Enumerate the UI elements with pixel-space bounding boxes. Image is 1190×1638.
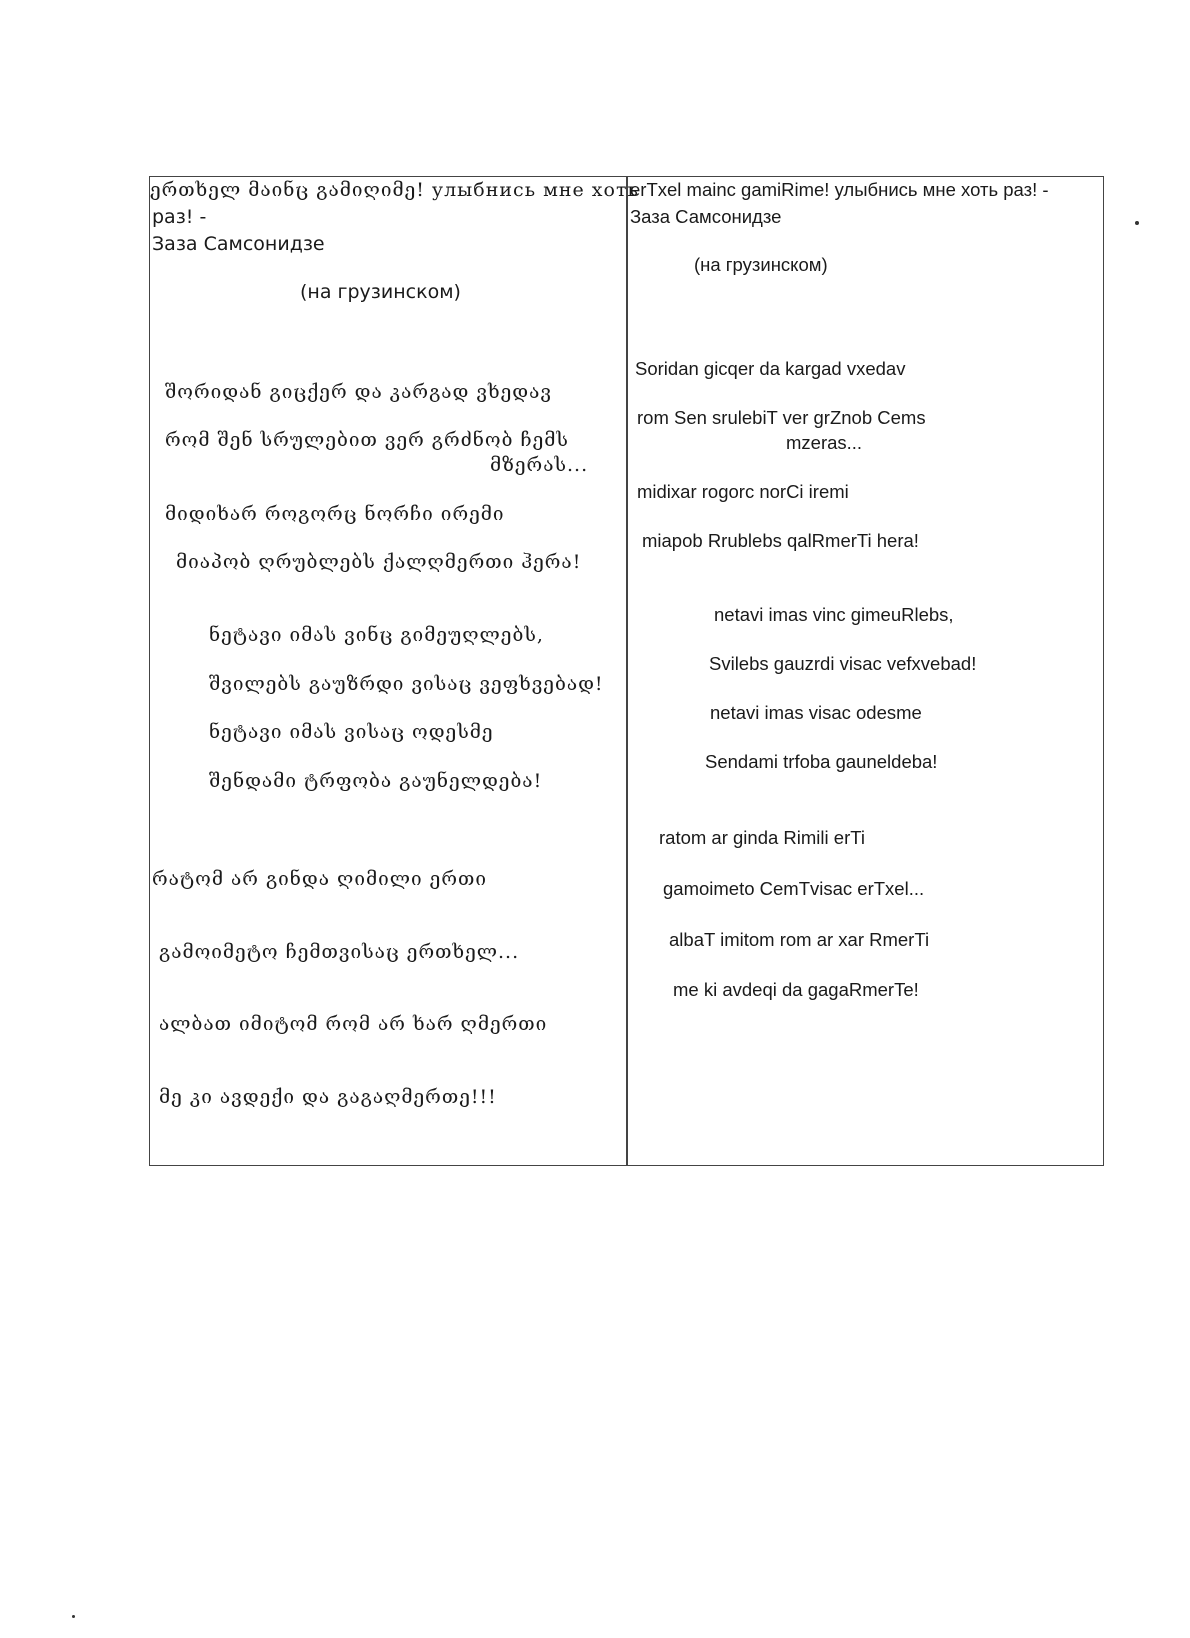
poem-table <box>149 176 1104 1166</box>
left-author: Заза Самсонидзе <box>152 233 325 255</box>
left-title-line2: раз! - <box>152 206 207 228</box>
left-line-12: ალბათ იმიტომ რომ არ ხარ ღმერთი <box>159 1013 548 1035</box>
right-title-line1: erTxel mainc gamiRime! улыбнись мне хоть раз! - <box>630 179 1049 200</box>
right-line-1: Soridan gicqer da kargad vxedav <box>635 358 906 379</box>
right-line-6: netavi imas vinc gimeuRlebs, <box>714 604 954 625</box>
left-line-1: შორიდან გიცქერ და კარგად ვხედავ <box>165 381 552 403</box>
left-line-6: ნეტავი იმას ვინც გიმეუღლებს, <box>209 624 544 646</box>
right-line-4: midixar rogorc norCi iremi <box>637 481 849 502</box>
scan-speck <box>1135 221 1139 225</box>
left-line-11: გამოიმეტო ჩემთვისაც ერთხელ... <box>159 941 520 963</box>
right-line-3: mzeras... <box>786 432 863 453</box>
left-title-line1: ერთხელ მაინც გამიღიმე! улыбнись мне хоть <box>150 179 639 201</box>
right-language: (на грузинском) <box>694 254 828 275</box>
right-line-11: gamoimeto CemTvisac erTxel... <box>663 878 925 899</box>
right-line-13: me ki avdeqi da gagaRmerTe! <box>673 979 919 1000</box>
right-author: Заза Самсонидзе <box>630 206 782 227</box>
right-line-2: rom Sen srulebiT ver grZnob Cems <box>637 407 926 428</box>
left-line-13: მე კი ავდექი და გაგაღმერთე!!! <box>159 1086 497 1108</box>
right-line-8: netavi imas visac odesme <box>710 702 922 723</box>
left-line-2: რომ შენ სრულებით ვერ გრძნობ ჩემს <box>165 429 569 451</box>
right-line-5: miapob Rrublebs qalRmerTi hera! <box>642 530 919 551</box>
scan-speck <box>72 1615 75 1618</box>
left-line-8: ნეტავი იმას ვისაც ოდესმე <box>209 721 494 743</box>
right-line-7: Svilebs gauzrdi visac vefxvebad! <box>709 653 977 674</box>
left-line-10: რატომ არ გინდა ღიმილი ერთი <box>152 868 487 890</box>
left-language: (на грузинском) <box>300 281 461 303</box>
left-line-5: მიაპობ ღრუბლებს ქალღმერთი ჰერა! <box>176 551 582 573</box>
right-line-9: Sendami trfoba gauneldeba! <box>705 751 938 772</box>
left-line-3: მზერას... <box>490 454 589 476</box>
column-divider <box>626 177 628 1165</box>
left-line-7: შვილებს გაუზრდი ვისაც ვეფხვებად! <box>209 673 604 695</box>
right-line-12: albaT imitom rom ar xar RmerTi <box>669 929 930 950</box>
left-line-9: შენდამი ტრფობა გაუნელდება! <box>209 770 543 792</box>
right-line-10: ratom ar ginda Rimili erTi <box>659 827 865 848</box>
left-line-4: მიდიხარ როგორც ნორჩი ირემი <box>165 503 505 525</box>
